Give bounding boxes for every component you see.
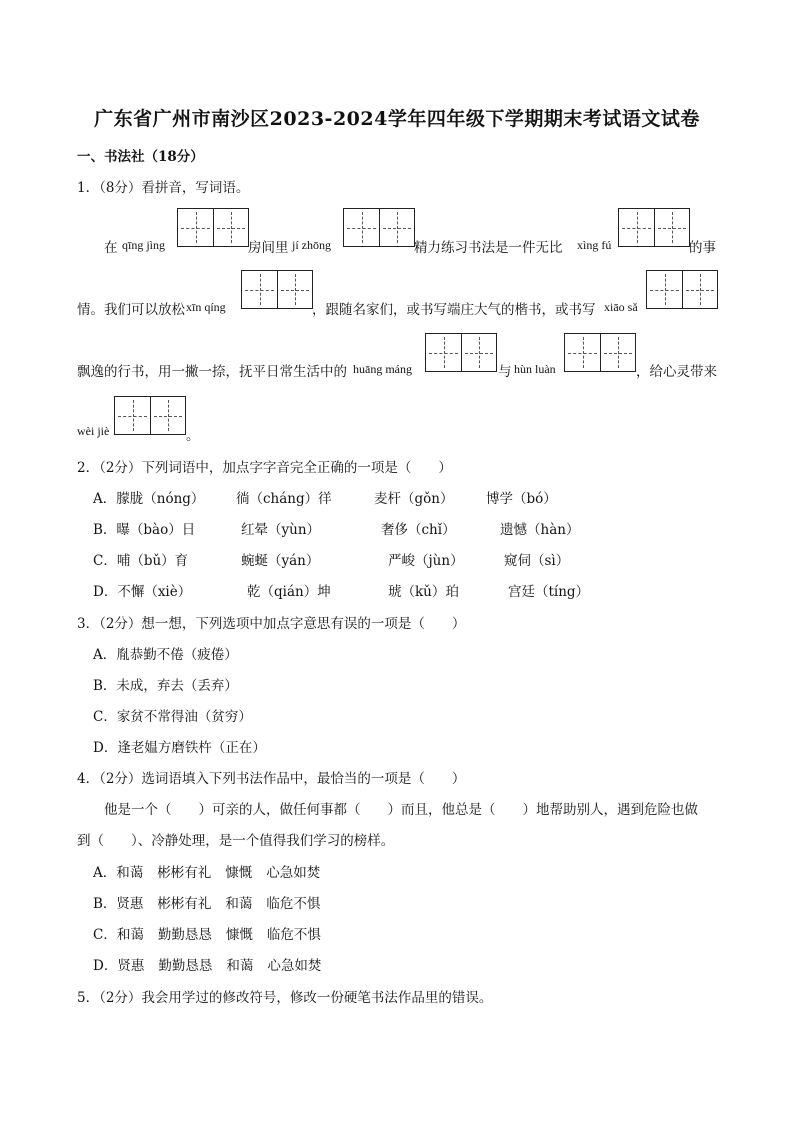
answer-grid[interactable] (114, 396, 186, 435)
section-heading: 一、书法社（18分） (77, 149, 204, 165)
q1-text: ，跟随名家们，或书写端庄大气的楷书，或书写 (312, 302, 596, 318)
page-title: 广东省广州市南沙区2023-2024学年四年级下学期期末考试语文试卷 (94, 108, 700, 130)
pinyin-label: xìng fú (577, 238, 612, 252)
q4-option-c[interactable]: C．和蔼 勤勤恳恳 慷慨 临危不惧 (93, 927, 321, 943)
q2-word: 麦杆（gǒn） (374, 491, 454, 507)
q2-word: 博学（bó） (486, 491, 557, 507)
answer-grid[interactable] (646, 270, 718, 309)
pinyin-label: jí zhōng (292, 238, 331, 252)
answer-grid[interactable] (618, 208, 690, 247)
q2-word: 琥（kǔ）珀 (388, 584, 459, 600)
q2-word: 红晕（yùn） (241, 522, 321, 538)
q3-option-a[interactable]: A．胤恭勤不倦（疲倦） (93, 647, 238, 663)
question-4-stem: 4．（2分）选词语填入下列书法作品中，最恰当的一项是（ ） (77, 771, 466, 787)
q4-passage-line-2: 到（ ）、冷静处理，是一个值得我们学习的榜样。 (77, 833, 395, 849)
q2-option-d[interactable]: D．不懈（xiè） (93, 584, 192, 600)
q1-text: 房间里 (248, 240, 289, 256)
q1-text: 情。我们可以放松 (77, 302, 185, 318)
q1-text: 的事 (689, 240, 716, 256)
pinyin-label: hùn luàn (514, 362, 556, 376)
pinyin-label: wèi jiè (77, 424, 110, 438)
q2-option-c[interactable]: C．哺（bǔ）育 (93, 553, 189, 569)
q2-word: 蜿蜒（yán） (241, 553, 320, 569)
q4-option-a[interactable]: A．和蔼 彬彬有礼 慷慨 心急如焚 (93, 865, 321, 881)
q1-text: 。 (186, 428, 200, 444)
q2-option-a[interactable]: A．朦胧（nóng） (93, 491, 205, 507)
q3-option-c[interactable]: C．家贫不常得油（贫穷） (93, 709, 252, 725)
q3-option-b[interactable]: B．未成，弃去（丢弃） (93, 678, 238, 694)
q1-text: 与 (498, 364, 512, 380)
q2-word: 严峻（jùn） (388, 553, 464, 569)
pinyin-label: huāng máng (353, 362, 412, 376)
question-2-stem: 2．（2分）下列词语中，加点字字音完全正确的一项是（ ） (77, 460, 452, 476)
pinyin-label: qīng jìng (122, 238, 166, 252)
q2-word: 奢侈（chǐ） (381, 522, 456, 538)
q4-option-b[interactable]: B．贤惠 彬彬有礼 和蔼 临危不惧 (93, 896, 321, 912)
q2-option-b[interactable]: B．曝（bào）日 (93, 522, 196, 538)
q2-word: 徜（cháng）徉 (236, 491, 332, 507)
q1-text: ，给心灵带来 (636, 364, 717, 380)
answer-grid[interactable] (343, 208, 415, 247)
q1-text: 在 (104, 240, 118, 256)
q4-passage-line-1: 他是一个（ ）可亲的人，做任何事都（ ）而且，他总是（ ）地帮助别人，遇到危险也做 (104, 802, 698, 818)
q2-word: 窥伺（sì） (504, 553, 570, 569)
q2-word: 遗憾（hàn） (500, 522, 580, 538)
pinyin-label: xīn qíng (186, 300, 226, 314)
question-3-stem: 3．（2分）想一想，下列选项中加点字意思有误的一项是（ ） (77, 616, 466, 632)
pinyin-label: xiāo sǎ (604, 300, 638, 314)
q3-option-d[interactable]: D．逢老媪方磨铁杵（正在） (93, 740, 266, 756)
answer-grid[interactable] (425, 333, 497, 372)
q1-text: 飘逸的行书，用一撇一捺，抚平日常生活中的 (77, 364, 347, 380)
q1-text: 精力练习书法是一件无比 (414, 240, 563, 256)
answer-grid[interactable] (177, 208, 249, 247)
answer-grid[interactable] (241, 270, 313, 309)
q2-word: 宫廷（tíng） (508, 584, 590, 600)
answer-grid[interactable] (564, 333, 636, 372)
q2-word: 乾（qián）坤 (247, 584, 331, 600)
q4-option-d[interactable]: D．贤惠 勤勤恳恳 和蔼 心急如焚 (93, 958, 322, 974)
question-1-stem: 1．（8分）看拼音，写词语。 (77, 180, 250, 196)
question-5-stem: 5．（2分）我会用学过的修改符号，修改一份硬笔书法作品里的错误。 (77, 990, 493, 1006)
